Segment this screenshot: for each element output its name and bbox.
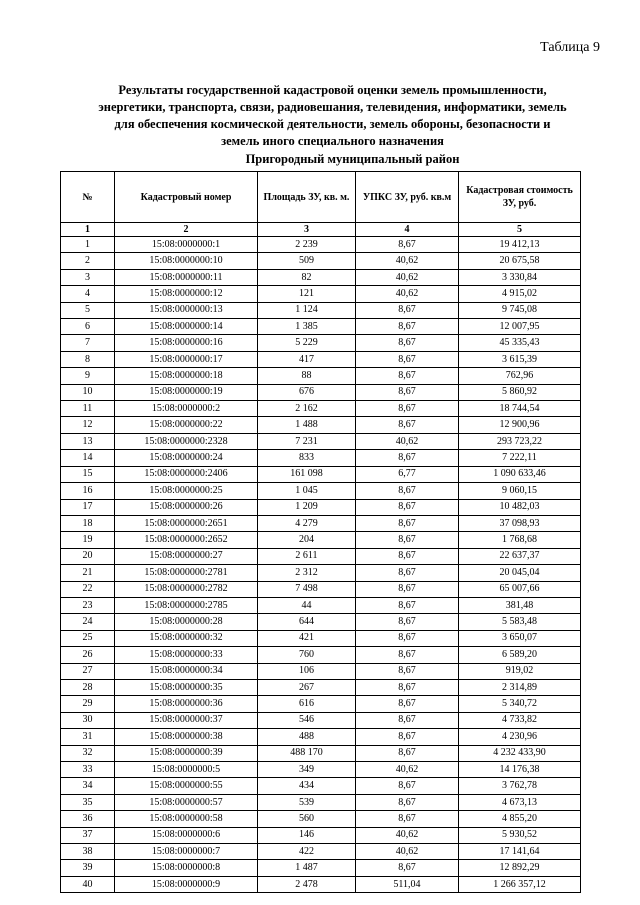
- cell-cadastral-number: 15:08:0000000:2781: [115, 565, 258, 581]
- table-row: [61, 630, 581, 646]
- cell-cadastral-value: 3 650,07: [459, 630, 581, 646]
- cell-num: 5: [61, 302, 115, 318]
- cell-area: 1 124: [258, 302, 356, 318]
- table-row: [61, 876, 581, 892]
- cell-area: 833: [258, 450, 356, 466]
- cell-cadastral-number: 15:08:0000000:27: [115, 548, 258, 564]
- column-number: 4: [356, 223, 459, 237]
- table-header-row: [61, 172, 581, 223]
- cell-upks: 8,67: [356, 745, 459, 761]
- cell-upks: 8,67: [356, 729, 459, 745]
- cell-cadastral-value: 14 176,38: [459, 762, 581, 778]
- cell-upks: 8,67: [356, 581, 459, 597]
- cell-cadastral-number: 15:08:0000000:57: [115, 794, 258, 810]
- cell-cadastral-value: 45 335,43: [459, 335, 581, 351]
- cell-cadastral-number: 15:08:0000000:34: [115, 663, 258, 679]
- cell-upks: 8,67: [356, 860, 459, 876]
- cell-num: 40: [61, 876, 115, 892]
- column-number: 2: [115, 223, 258, 237]
- cadastral-table: [60, 171, 581, 893]
- header-upks: УПКС ЗУ, руб. кв.м: [356, 172, 459, 223]
- cell-num: 33: [61, 762, 115, 778]
- cell-cadastral-value: 3 615,39: [459, 351, 581, 367]
- cell-cadastral-value: 3 330,84: [459, 269, 581, 285]
- cell-area: 4 279: [258, 515, 356, 531]
- cell-upks: 40,62: [356, 286, 459, 302]
- cell-upks: 8,67: [356, 302, 459, 318]
- cell-area: 488: [258, 729, 356, 745]
- table-label: Таблица 9: [540, 40, 600, 55]
- cell-num: 32: [61, 745, 115, 761]
- cell-area: 616: [258, 696, 356, 712]
- cell-cadastral-number: 15:08:0000000:8: [115, 860, 258, 876]
- cell-num: 37: [61, 827, 115, 843]
- table-row: [61, 827, 581, 843]
- cell-num: 38: [61, 844, 115, 860]
- cell-cadastral-value: 18 744,54: [459, 401, 581, 417]
- cell-area: 106: [258, 663, 356, 679]
- table-row: [61, 515, 581, 531]
- cell-cadastral-number: 15:08:0000000:55: [115, 778, 258, 794]
- cell-cadastral-number: 15:08:0000000:25: [115, 483, 258, 499]
- cell-upks: 8,67: [356, 712, 459, 728]
- table-row: [61, 237, 581, 253]
- cell-upks: 8,67: [356, 384, 459, 400]
- cell-cadastral-number: 15:08:0000000:6: [115, 827, 258, 843]
- cell-cadastral-value: 7 222,11: [459, 450, 581, 466]
- cell-upks: 8,67: [356, 565, 459, 581]
- cell-area: 7 231: [258, 433, 356, 449]
- cell-cadastral-number: 15:08:0000000:28: [115, 614, 258, 630]
- table-row: [61, 466, 581, 482]
- table-row: [61, 778, 581, 794]
- cell-area: 7 498: [258, 581, 356, 597]
- table-row: [61, 417, 581, 433]
- header-area: Площадь ЗУ, кв. м.: [258, 172, 356, 223]
- cell-cadastral-number: 15:08:0000000:24: [115, 450, 258, 466]
- cell-upks: 8,67: [356, 597, 459, 613]
- cell-num: 39: [61, 860, 115, 876]
- cell-upks: 8,67: [356, 483, 459, 499]
- cell-cadastral-number: 15:08:0000000:37: [115, 712, 258, 728]
- cell-cadastral-value: 919,02: [459, 663, 581, 679]
- column-number-row: [61, 223, 581, 237]
- cell-cadastral-number: 15:08:0000000:16: [115, 335, 258, 351]
- cell-upks: 8,67: [356, 532, 459, 548]
- cell-area: 2 478: [258, 876, 356, 892]
- cell-num: 15: [61, 466, 115, 482]
- cell-area: 82: [258, 269, 356, 285]
- cell-area: 2 611: [258, 548, 356, 564]
- column-number: 5: [459, 223, 581, 237]
- table-row: [61, 368, 581, 384]
- table-row: [61, 351, 581, 367]
- table-row: [61, 712, 581, 728]
- cell-upks: 8,67: [356, 647, 459, 663]
- cell-cadastral-number: 15:08:0000000:38: [115, 729, 258, 745]
- cell-num: 13: [61, 433, 115, 449]
- cell-cadastral-number: 15:08:0000000:2785: [115, 597, 258, 613]
- table-row: [61, 532, 581, 548]
- header-cadastral-number: Кадастровый номер: [115, 172, 258, 223]
- cell-area: 5 229: [258, 335, 356, 351]
- cell-area: 2 162: [258, 401, 356, 417]
- cell-num: 18: [61, 515, 115, 531]
- cell-num: 35: [61, 794, 115, 810]
- cell-upks: 8,67: [356, 351, 459, 367]
- cell-cadastral-number: 15:08:0000000:2651: [115, 515, 258, 531]
- cell-area: 644: [258, 614, 356, 630]
- cell-cadastral-number: 15:08:0000000:32: [115, 630, 258, 646]
- cell-cadastral-value: 762,96: [459, 368, 581, 384]
- cell-cadastral-value: 5 583,48: [459, 614, 581, 630]
- cell-cadastral-value: 20 675,58: [459, 253, 581, 269]
- cell-cadastral-value: 10 482,03: [459, 499, 581, 515]
- cell-area: 2 312: [258, 565, 356, 581]
- cell-cadastral-value: 17 141,64: [459, 844, 581, 860]
- cell-num: 20: [61, 548, 115, 564]
- cell-area: 121: [258, 286, 356, 302]
- cell-area: 676: [258, 384, 356, 400]
- cell-upks: 8,67: [356, 499, 459, 515]
- cell-cadastral-number: 15:08:0000000:22: [115, 417, 258, 433]
- cell-cadastral-value: 5 340,72: [459, 696, 581, 712]
- cell-area: 760: [258, 647, 356, 663]
- cell-upks: 8,67: [356, 417, 459, 433]
- table-row: [61, 614, 581, 630]
- cell-area: 422: [258, 844, 356, 860]
- cell-cadastral-value: 22 637,37: [459, 548, 581, 564]
- cell-cadastral-value: 4 733,82: [459, 712, 581, 728]
- cell-num: 31: [61, 729, 115, 745]
- cell-area: 560: [258, 811, 356, 827]
- cell-num: 24: [61, 614, 115, 630]
- cell-upks: 8,67: [356, 319, 459, 335]
- cell-upks: 6,77: [356, 466, 459, 482]
- cell-num: 26: [61, 647, 115, 663]
- cell-cadastral-value: 5 930,52: [459, 827, 581, 843]
- cell-cadastral-number: 15:08:0000000:2328: [115, 433, 258, 449]
- cell-cadastral-number: 15:08:0000000:39: [115, 745, 258, 761]
- cell-upks: 8,67: [356, 696, 459, 712]
- cell-upks: 8,67: [356, 614, 459, 630]
- table-row: [61, 499, 581, 515]
- cell-num: 10: [61, 384, 115, 400]
- table-row: [61, 433, 581, 449]
- cell-area: 1 488: [258, 417, 356, 433]
- cell-cadastral-number: 15:08:0000000:36: [115, 696, 258, 712]
- cell-cadastral-value: 4 915,02: [459, 286, 581, 302]
- cell-num: 14: [61, 450, 115, 466]
- page-subtitle: Пригородный муниципальный район: [245, 152, 460, 166]
- cell-num: 25: [61, 630, 115, 646]
- cell-cadastral-value: 1 768,68: [459, 532, 581, 548]
- cell-cadastral-number: 15:08:0000000:33: [115, 647, 258, 663]
- cell-upks: 8,67: [356, 401, 459, 417]
- table-row: [61, 811, 581, 827]
- cell-cadastral-value: 5 860,92: [459, 384, 581, 400]
- table-row: [61, 483, 581, 499]
- cell-upks: 8,67: [356, 811, 459, 827]
- cell-area: 1 045: [258, 483, 356, 499]
- cell-area: 88: [258, 368, 356, 384]
- cell-area: 1 209: [258, 499, 356, 515]
- cell-num: 16: [61, 483, 115, 499]
- table-row: [61, 286, 581, 302]
- cell-cadastral-number: 15:08:0000000:2406: [115, 466, 258, 482]
- cell-area: 146: [258, 827, 356, 843]
- cell-upks: 8,67: [356, 548, 459, 564]
- cell-num: 29: [61, 696, 115, 712]
- cell-num: 17: [61, 499, 115, 515]
- cell-num: 3: [61, 269, 115, 285]
- cell-cadastral-number: 15:08:0000000:13: [115, 302, 258, 318]
- cell-num: 9: [61, 368, 115, 384]
- cell-cadastral-value: 293 723,22: [459, 433, 581, 449]
- cell-cadastral-number: 15:08:0000000:7: [115, 844, 258, 860]
- cell-area: 421: [258, 630, 356, 646]
- cell-num: 1: [61, 237, 115, 253]
- table-row: [61, 844, 581, 860]
- cell-num: 2: [61, 253, 115, 269]
- cell-num: 23: [61, 597, 115, 613]
- column-number: 1: [61, 223, 115, 237]
- table-row: [61, 860, 581, 876]
- table-row: [61, 581, 581, 597]
- title-line: Результаты государственной кадастровой оценки земель промышленности,: [118, 83, 547, 97]
- table-row: [61, 548, 581, 564]
- cell-num: 21: [61, 565, 115, 581]
- title-line: энергетики, транспорта, связи, радиовешания, телевидения, информатики, земель: [98, 100, 567, 114]
- cell-num: 11: [61, 401, 115, 417]
- header-num: №: [61, 172, 115, 223]
- cell-cadastral-value: 1 266 357,12: [459, 876, 581, 892]
- table-row: [61, 679, 581, 695]
- table-row: [61, 663, 581, 679]
- cell-cadastral-value: 1 090 633,46: [459, 466, 581, 482]
- cell-num: 6: [61, 319, 115, 335]
- cell-cadastral-number: 15:08:0000000:18: [115, 368, 258, 384]
- cell-cadastral-value: 4 232 433,90: [459, 745, 581, 761]
- cell-upks: 40,62: [356, 433, 459, 449]
- cell-upks: 8,67: [356, 237, 459, 253]
- cell-cadastral-value: 9 745,08: [459, 302, 581, 318]
- cell-area: 267: [258, 679, 356, 695]
- cell-cadastral-value: 2 314,89: [459, 679, 581, 695]
- cell-num: 30: [61, 712, 115, 728]
- cell-cadastral-value: 381,48: [459, 597, 581, 613]
- cell-num: 12: [61, 417, 115, 433]
- title-line: земель иного специального назначения: [221, 134, 444, 148]
- table-row: [61, 269, 581, 285]
- cell-upks: 40,62: [356, 827, 459, 843]
- table-row: [61, 335, 581, 351]
- cell-area: 509: [258, 253, 356, 269]
- cell-area: 1 385: [258, 319, 356, 335]
- cell-area: 204: [258, 532, 356, 548]
- table-row: [61, 597, 581, 613]
- cell-cadastral-value: 4 673,13: [459, 794, 581, 810]
- cell-upks: 8,67: [356, 368, 459, 384]
- cell-area: 488 170: [258, 745, 356, 761]
- header-cadastral-value: Кадастровая стоимость ЗУ, руб.: [459, 172, 581, 223]
- cell-cadastral-value: 6 589,20: [459, 647, 581, 663]
- page-title: [60, 82, 605, 168]
- table-row: [61, 319, 581, 335]
- cell-num: 7: [61, 335, 115, 351]
- table-row: [61, 384, 581, 400]
- cell-cadastral-value: 12 900,96: [459, 417, 581, 433]
- table-row: [61, 745, 581, 761]
- cell-cadastral-value: 65 007,66: [459, 581, 581, 597]
- cell-area: 417: [258, 351, 356, 367]
- cell-cadastral-number: 15:08:0000000:12: [115, 286, 258, 302]
- table-row: [61, 794, 581, 810]
- cell-cadastral-number: 15:08:0000000:2: [115, 401, 258, 417]
- cell-area: 546: [258, 712, 356, 728]
- cell-upks: 40,62: [356, 844, 459, 860]
- cell-cadastral-value: 12 007,95: [459, 319, 581, 335]
- table-row: [61, 696, 581, 712]
- cell-upks: 8,67: [356, 450, 459, 466]
- cell-upks: 8,67: [356, 679, 459, 695]
- table-row: [61, 302, 581, 318]
- table-row: [61, 565, 581, 581]
- table-row: [61, 729, 581, 745]
- title-line: для обеспечения космической деятельности, земель обороны, безопасности и: [114, 117, 551, 131]
- cell-cadastral-number: 15:08:0000000:11: [115, 269, 258, 285]
- cell-num: 28: [61, 679, 115, 695]
- cell-cadastral-number: 15:08:0000000:2782: [115, 581, 258, 597]
- cell-cadastral-value: 4 230,96: [459, 729, 581, 745]
- cell-cadastral-number: 15:08:0000000:1: [115, 237, 258, 253]
- table-row: [61, 647, 581, 663]
- column-number: 3: [258, 223, 356, 237]
- cell-num: 4: [61, 286, 115, 302]
- table-row: [61, 450, 581, 466]
- cell-num: 22: [61, 581, 115, 597]
- cell-num: 34: [61, 778, 115, 794]
- cell-upks: 8,67: [356, 515, 459, 531]
- cell-area: 349: [258, 762, 356, 778]
- cell-upks: 8,67: [356, 663, 459, 679]
- cell-cadastral-number: 15:08:0000000:14: [115, 319, 258, 335]
- cell-num: 19: [61, 532, 115, 548]
- cell-cadastral-value: 4 855,20: [459, 811, 581, 827]
- cell-upks: 40,62: [356, 269, 459, 285]
- cell-cadastral-value: 3 762,78: [459, 778, 581, 794]
- cell-cadastral-number: 15:08:0000000:58: [115, 811, 258, 827]
- cell-num: 36: [61, 811, 115, 827]
- cell-upks: 40,62: [356, 253, 459, 269]
- cell-cadastral-number: 15:08:0000000:10: [115, 253, 258, 269]
- cell-cadastral-value: 9 060,15: [459, 483, 581, 499]
- cell-upks: 511,04: [356, 876, 459, 892]
- cell-cadastral-number: 15:08:0000000:9: [115, 876, 258, 892]
- cell-upks: 8,67: [356, 794, 459, 810]
- cell-cadastral-number: 15:08:0000000:17: [115, 351, 258, 367]
- cell-cadastral-number: 15:08:0000000:5: [115, 762, 258, 778]
- cell-upks: 8,67: [356, 335, 459, 351]
- cell-cadastral-number: 15:08:0000000:35: [115, 679, 258, 695]
- cell-upks: 8,67: [356, 630, 459, 646]
- cell-cadastral-number: 15:08:0000000:2652: [115, 532, 258, 548]
- cell-upks: 40,62: [356, 762, 459, 778]
- cell-cadastral-value: 12 892,29: [459, 860, 581, 876]
- cell-area: 539: [258, 794, 356, 810]
- cell-cadastral-value: 37 098,93: [459, 515, 581, 531]
- cell-num: 8: [61, 351, 115, 367]
- cell-upks: 8,67: [356, 778, 459, 794]
- table-row: [61, 401, 581, 417]
- table-row: [61, 253, 581, 269]
- cell-area: 2 239: [258, 237, 356, 253]
- cell-num: 27: [61, 663, 115, 679]
- cell-area: 1 487: [258, 860, 356, 876]
- cell-cadastral-value: 19 412,13: [459, 237, 581, 253]
- cell-area: 44: [258, 597, 356, 613]
- cell-cadastral-value: 20 045,04: [459, 565, 581, 581]
- cell-cadastral-number: 15:08:0000000:26: [115, 499, 258, 515]
- cell-area: 434: [258, 778, 356, 794]
- table-row: [61, 762, 581, 778]
- cell-area: 161 098: [258, 466, 356, 482]
- cell-cadastral-number: 15:08:0000000:19: [115, 384, 258, 400]
